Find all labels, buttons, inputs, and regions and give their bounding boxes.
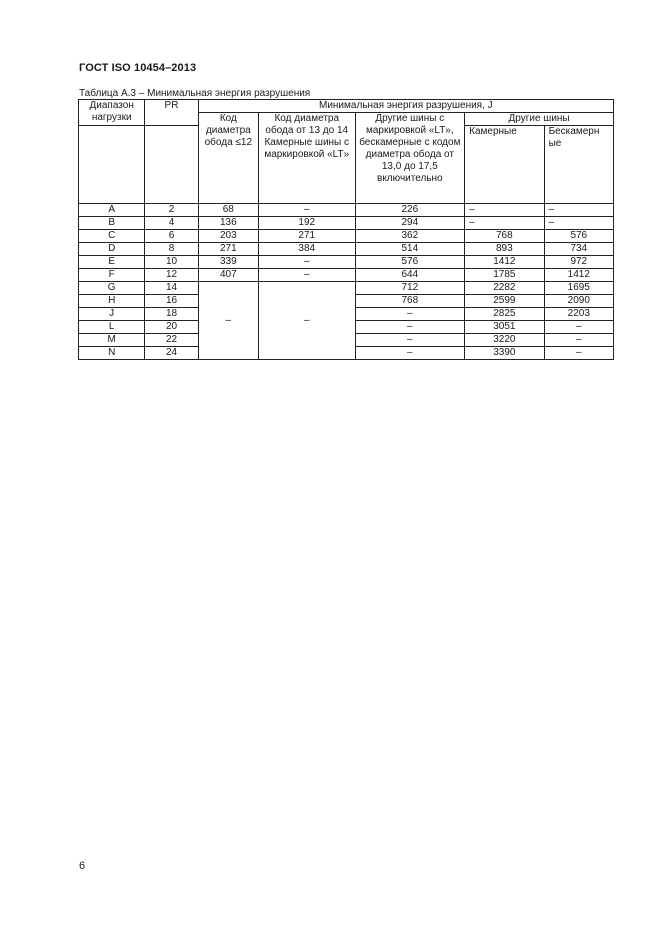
cell-tube: 2599 [465, 295, 544, 308]
cell-other-lt: – [355, 321, 465, 334]
cell-tubeless: – [544, 334, 613, 347]
cell-tube: – [465, 217, 544, 230]
table-row [79, 256, 614, 269]
cell-tubeless: 2203 [544, 308, 613, 321]
cell-tubeless: 972 [544, 256, 613, 269]
cell-other-lt: 576 [355, 256, 465, 269]
cell-tubeless: – [544, 347, 613, 360]
cell-load: M [79, 334, 145, 347]
cell-other-lt: – [355, 347, 465, 360]
cell-pr: 8 [145, 243, 198, 256]
header-pr: PR [145, 100, 198, 126]
table-caption: Таблица А.3 – Минимальная энергия разрушения [79, 88, 311, 99]
header-tube: Камерные [465, 126, 544, 204]
cell-tube: 3220 [465, 334, 544, 347]
cell-code-le12: 271 [198, 243, 258, 256]
cell-tube: 3390 [465, 347, 544, 360]
cell-load: H [79, 295, 145, 308]
cell-tubeless: 1412 [544, 269, 613, 282]
cell-code-le12: 203 [198, 230, 258, 243]
table-row [79, 269, 614, 282]
cell-code-13-14: 384 [258, 243, 355, 256]
cell-pr: 16 [145, 295, 198, 308]
cell-pr: 4 [145, 217, 198, 230]
cell-pr: 6 [145, 230, 198, 243]
cell-tubeless: – [544, 204, 613, 217]
cell-other-lt: 294 [355, 217, 465, 230]
cell-pr: 22 [145, 334, 198, 347]
cell-other-lt: 768 [355, 295, 465, 308]
cell-pr: 14 [145, 282, 198, 295]
cell-tube: 1412 [465, 256, 544, 269]
table-row [79, 217, 614, 230]
cell-load: N [79, 347, 145, 360]
cell-code-13-14: – [258, 269, 355, 282]
cell-tubeless: – [544, 217, 613, 230]
page-number: 6 [79, 860, 86, 872]
cell-tube: 893 [465, 243, 544, 256]
cell-tube: 768 [465, 230, 544, 243]
cell-load: D [79, 243, 145, 256]
cell-load: J [79, 308, 145, 321]
cell-load: B [79, 217, 145, 230]
cell-code-13-14: 192 [258, 217, 355, 230]
cell-other-lt: 644 [355, 269, 465, 282]
header-other-tires: Другие шины [465, 113, 614, 126]
cell-tubeless: 2090 [544, 295, 613, 308]
cell-code-13-14: – [258, 204, 355, 217]
cell-code-13-14-merged: – [258, 282, 355, 360]
header-other-lt: Другие шины с маркировкой «LT», бескамерные с кодом диаметра обода от 13,0 до 17,5 включительно [355, 113, 465, 204]
cell-tubeless: 576 [544, 230, 613, 243]
cell-code-13-14: – [258, 256, 355, 269]
header-code-13-14: Код диаметра обода от 13 до 14 Камерные шины с маркировкой «LT» [258, 113, 355, 204]
table-row [79, 282, 614, 295]
cell-code-13-14: 271 [258, 230, 355, 243]
cell-load: C [79, 230, 145, 243]
cell-load: E [79, 256, 145, 269]
header-load-range: Диапазон нагрузки [79, 100, 145, 126]
cell-other-lt: – [355, 334, 465, 347]
cell-other-lt: 514 [355, 243, 465, 256]
header-spacer [145, 126, 198, 204]
cell-tube: 2825 [465, 308, 544, 321]
cell-load: F [79, 269, 145, 282]
cell-load: G [79, 282, 145, 295]
cell-tube: 2282 [465, 282, 544, 295]
cell-pr: 18 [145, 308, 198, 321]
cell-load: A [79, 204, 145, 217]
table-row [79, 204, 614, 217]
header-code-le12: Код диаметра обода ≤12 [198, 113, 258, 204]
header-spacer [79, 126, 145, 204]
cell-code-le12-merged: – [198, 282, 258, 360]
cell-pr: 10 [145, 256, 198, 269]
cell-tube: 1785 [465, 269, 544, 282]
cell-other-lt: – [355, 308, 465, 321]
min-energy-table [78, 99, 614, 360]
table-row [79, 230, 614, 243]
cell-other-lt: 362 [355, 230, 465, 243]
header-min-energy: Минимальная энергия разрушения, J [198, 100, 613, 113]
cell-tube: 3051 [465, 321, 544, 334]
cell-load: L [79, 321, 145, 334]
cell-other-lt: 226 [355, 204, 465, 217]
cell-pr: 24 [145, 347, 198, 360]
cell-tube: – [465, 204, 544, 217]
header-tubeless: Бескамерн ые [544, 126, 613, 204]
document-header: ГОСТ ISO 10454–2013 [79, 62, 197, 74]
cell-tubeless: 734 [544, 243, 613, 256]
cell-tubeless: – [544, 321, 613, 334]
cell-tubeless: 1695 [544, 282, 613, 295]
cell-pr: 2 [145, 204, 198, 217]
cell-pr: 20 [145, 321, 198, 334]
table-row [79, 243, 614, 256]
cell-pr: 12 [145, 269, 198, 282]
cell-code-le12: 407 [198, 269, 258, 282]
cell-code-le12: 339 [198, 256, 258, 269]
cell-code-le12: 68 [198, 204, 258, 217]
cell-code-le12: 136 [198, 217, 258, 230]
cell-other-lt: 712 [355, 282, 465, 295]
